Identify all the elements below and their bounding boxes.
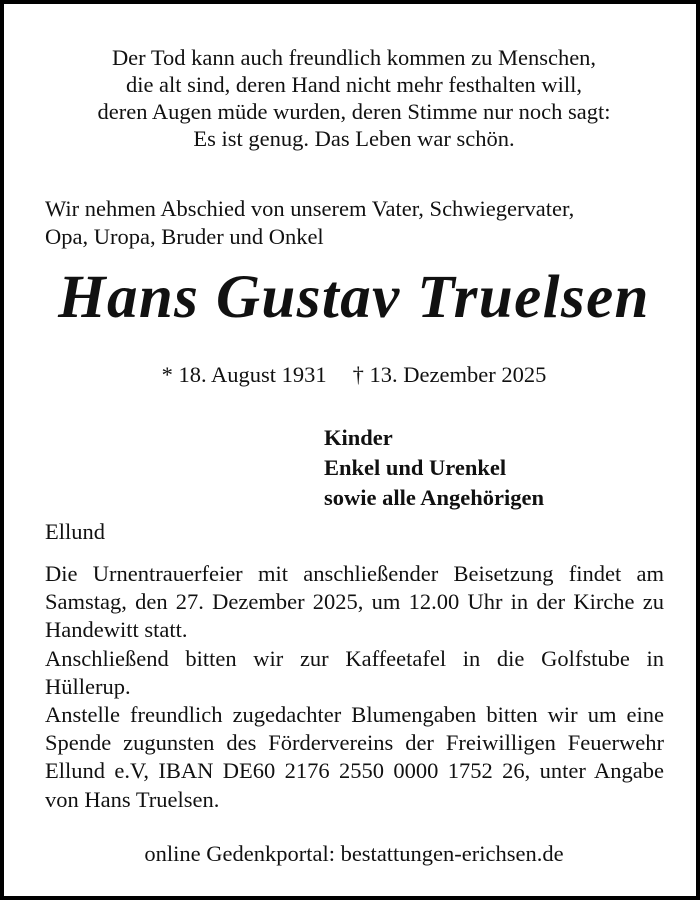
donation-paragraph: Anstelle freundlich zugedachter Blumengaben bitten wir um eine Spende zugunsten des Fördervereins der Freiwilligen Feuerwehr Ellund e.V, IBAN DE60 2176 2550 0000 1752 26, unter Angabe von Hans Truelsen. (45, 702, 664, 812)
mourners-block (324, 423, 544, 513)
life-dates (24, 361, 684, 389)
intro-line: Wir nehmen Abschied von unserem Vater, Schwiegervater, (45, 196, 575, 221)
mourner-line: sowie alle Angehörigen (324, 485, 544, 510)
death-date: † 13. Dezember 2025 (352, 362, 547, 387)
funeral-details (45, 560, 664, 814)
deceased-name: Hans Gustav Truelsen (58, 264, 650, 331)
farewell-intro (45, 195, 675, 251)
reception-paragraph: Anschließend bitten wir zur Kaffeetafel in die Golfstube in Hüllerup. (45, 645, 664, 699)
poem (24, 44, 684, 152)
place-name: Ellund (45, 519, 105, 544)
mourner-line: Kinder (324, 425, 393, 450)
memorial-portal-link[interactable]: online Gedenkportal: bestattungen-erichsen.de (144, 841, 564, 866)
birth-date: * 18. August 1931 (161, 362, 327, 387)
ceremony-paragraph: Die Urnentrauerfeier mit anschließender Beisetzung findet am Samstag, den 27. Dezember 2025, um 12.00 Uhr in der Kirche zu Handewitt statt. (45, 561, 664, 643)
intro-line: Opa, Uropa, Bruder und Onkel (45, 224, 324, 249)
poem-line: die alt sind, deren Hand nicht mehr festhalten will, (125, 72, 583, 97)
poem-line: deren Augen müde wurden, deren Stimme nur noch sagt: (97, 99, 611, 124)
poem-line: Es ist genug. Das Leben war schön. (193, 126, 515, 151)
mourner-line: Enkel und Urenkel (324, 455, 507, 480)
poem-line: Der Tod kann auch freundlich kommen zu Menschen, (111, 45, 597, 70)
